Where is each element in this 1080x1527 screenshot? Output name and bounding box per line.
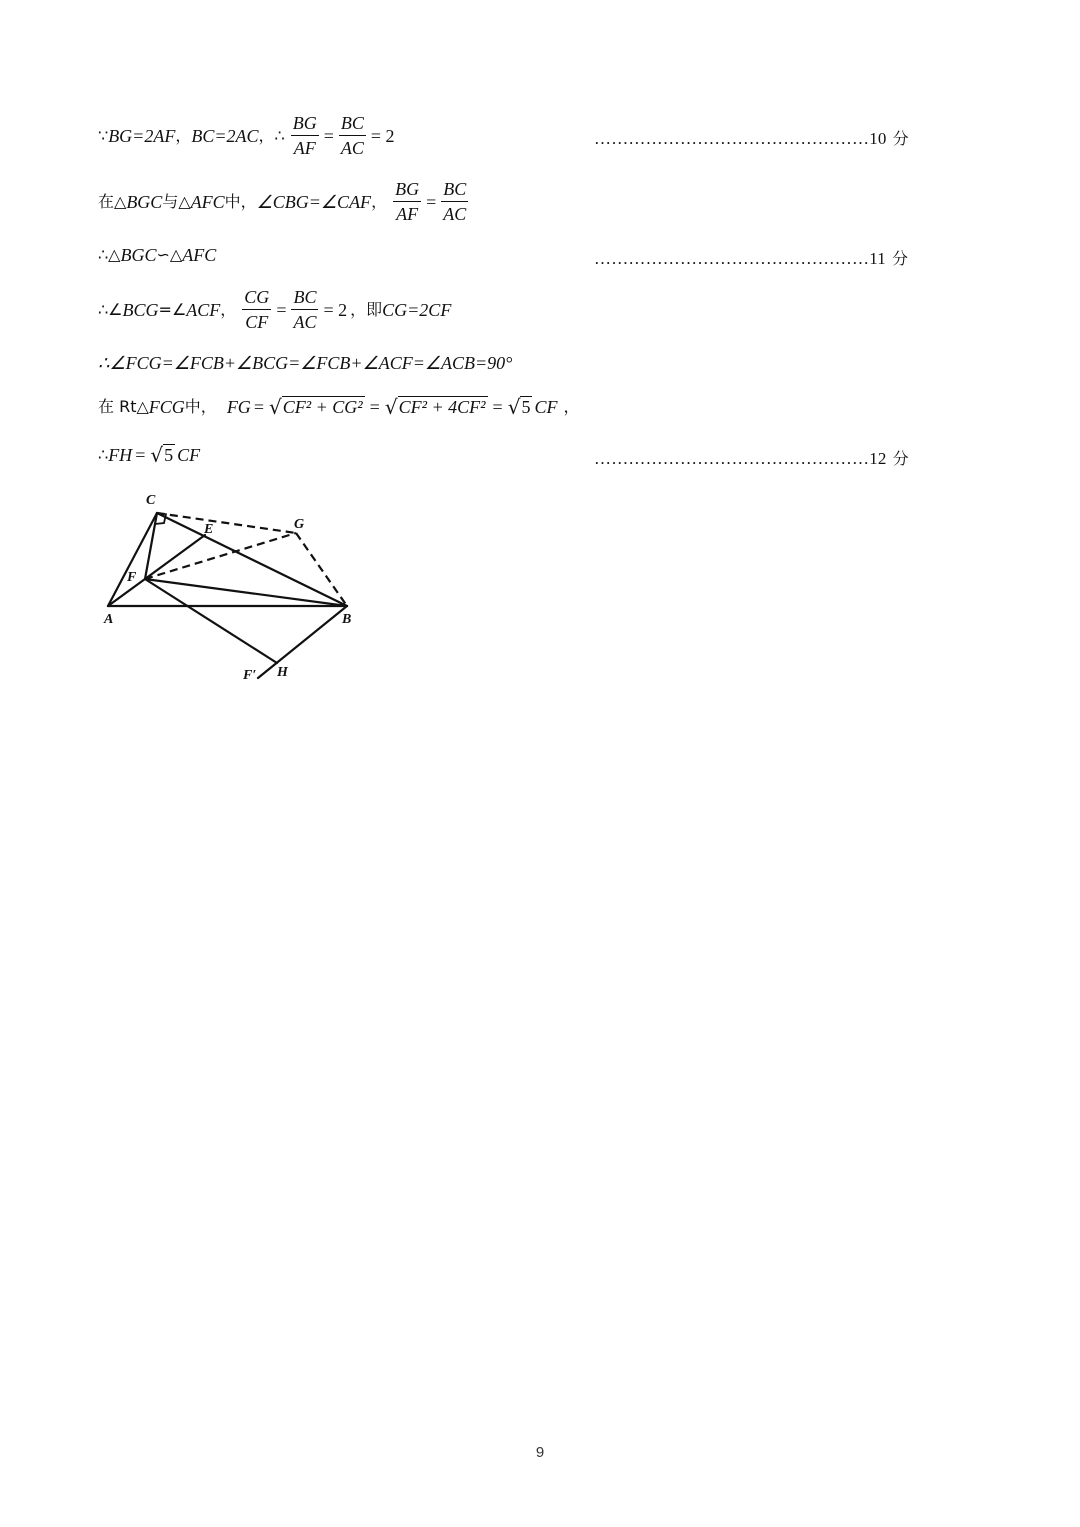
angle-equality: ∠CBG=∠CAF bbox=[256, 191, 372, 212]
score-dots: …………………………………………12 bbox=[594, 449, 887, 468]
text-zhong: 中， bbox=[224, 191, 257, 211]
triangle-bgc: BGC bbox=[126, 191, 163, 212]
fraction-bc-ac: $\frac{BC}{AC}$ bbox=[340, 113, 364, 158]
segment-fg-dashed bbox=[145, 533, 296, 579]
expr-bg-2af: BG=2AF bbox=[108, 125, 176, 146]
proof-line-3 bbox=[98, 246, 216, 264]
segment-bf-prime bbox=[258, 606, 347, 678]
equals-two: = 2 bbox=[370, 125, 395, 146]
score-10 bbox=[594, 126, 909, 149]
therefore-symbol: ∴ bbox=[274, 125, 285, 145]
fraction-bc-ac: $\frac{BC}{AC}$ bbox=[443, 179, 467, 224]
angle-acf: ACF bbox=[186, 299, 221, 320]
expr-fg: FG bbox=[226, 397, 251, 417]
expr-bc-2ac: BC=2AC bbox=[191, 125, 259, 146]
expr-fh: FH bbox=[108, 445, 133, 465]
equals-sign: = bbox=[276, 299, 287, 320]
score-unit: 分 bbox=[892, 449, 909, 468]
proof-line-6 bbox=[98, 396, 579, 418]
segment-fb bbox=[145, 579, 347, 606]
score-11 bbox=[594, 246, 908, 269]
triangle-afc: AFC bbox=[182, 245, 217, 265]
because-symbol: ∵ bbox=[98, 125, 109, 145]
proof-line-1 bbox=[98, 114, 398, 157]
text-ji: ，即 bbox=[350, 299, 383, 319]
sqrt-cf2-4cf2: √ CF² + 4CF² bbox=[384, 395, 486, 419]
page-number: 9 bbox=[535, 1444, 545, 1461]
score-dots: …………………………………………10 bbox=[594, 129, 887, 148]
label-b: B bbox=[342, 612, 352, 627]
equals-sign: = bbox=[135, 445, 146, 465]
fraction-cg-cf: $\frac{CG}{CF}$ bbox=[244, 287, 270, 332]
label-c: C bbox=[146, 493, 156, 508]
comma: ， bbox=[258, 125, 275, 145]
label-f-prime: F′ bbox=[243, 668, 257, 683]
score-12 bbox=[594, 446, 909, 469]
proof-line-4 bbox=[98, 288, 451, 331]
proof-line-2 bbox=[98, 180, 470, 223]
segment-fh bbox=[145, 579, 277, 663]
expr-cf: CF bbox=[177, 445, 201, 465]
score-unit: 分 bbox=[891, 249, 909, 268]
label-g: G bbox=[294, 517, 305, 532]
equals-sign: = bbox=[369, 397, 380, 417]
angle-bcg: BCG bbox=[122, 299, 159, 320]
triangle-afc: AFC bbox=[190, 191, 225, 212]
sqrt-5: √ 5 bbox=[150, 443, 174, 467]
fraction-bg-af: $\frac{BG}{AF}$ bbox=[395, 179, 420, 224]
label-e: E bbox=[204, 522, 214, 537]
label-f: F bbox=[127, 570, 137, 585]
equals-angle: =∠ bbox=[158, 299, 187, 319]
label-h: H bbox=[277, 665, 288, 680]
comma: ， bbox=[371, 191, 388, 211]
segment-fe bbox=[145, 535, 205, 579]
equals-sign: = bbox=[323, 125, 334, 146]
sqrt-cf2-cg2: √ CF² + CG² bbox=[268, 395, 363, 419]
score-dots: …………………………………………11 bbox=[594, 249, 886, 268]
geometry-figure bbox=[100, 488, 370, 688]
therefore-symbol: ∴ bbox=[98, 445, 109, 464]
expr-cg-2cf: CG=2CF bbox=[382, 299, 452, 320]
segment-gb-dashed bbox=[296, 533, 347, 606]
text-zhong: 中， bbox=[184, 397, 217, 416]
therefore-triangle: ∴△ bbox=[98, 245, 121, 264]
text-zai: 在△ bbox=[98, 191, 127, 211]
equals-sign: = bbox=[426, 191, 437, 212]
fraction-bc-ac: $\frac{BC}{AC}$ bbox=[293, 287, 317, 332]
triangle-bgc: BGC bbox=[120, 245, 157, 265]
comma: ， bbox=[175, 125, 192, 145]
therefore-angle: ∴∠ bbox=[98, 299, 123, 319]
equals-sign: = bbox=[492, 397, 503, 417]
score-unit: 分 bbox=[892, 129, 909, 148]
triangle-fcg: FCG bbox=[148, 397, 185, 417]
comma: ， bbox=[563, 397, 580, 416]
similar-symbol: ∽△ bbox=[156, 245, 183, 264]
proof-line-7 bbox=[98, 444, 200, 466]
fraction-bg-af: $\frac{BG}{AF}$ bbox=[292, 113, 317, 158]
label-a: A bbox=[104, 612, 114, 627]
proof-line-5 bbox=[98, 354, 512, 372]
equals-two: = 2 bbox=[323, 299, 348, 320]
equals-sign: = bbox=[253, 397, 264, 417]
text-zai-rt: 在 Rt△ bbox=[98, 397, 149, 416]
text-yu: 与△ bbox=[162, 191, 191, 211]
expr-cf: CF bbox=[534, 397, 558, 417]
angle-sum-expression: ∴∠FCG=∠FCB+∠BCG=∠FCB+∠ACF=∠ACB=90° bbox=[98, 353, 513, 373]
comma: ， bbox=[220, 299, 237, 319]
sqrt-5: √ 5 bbox=[507, 395, 531, 419]
